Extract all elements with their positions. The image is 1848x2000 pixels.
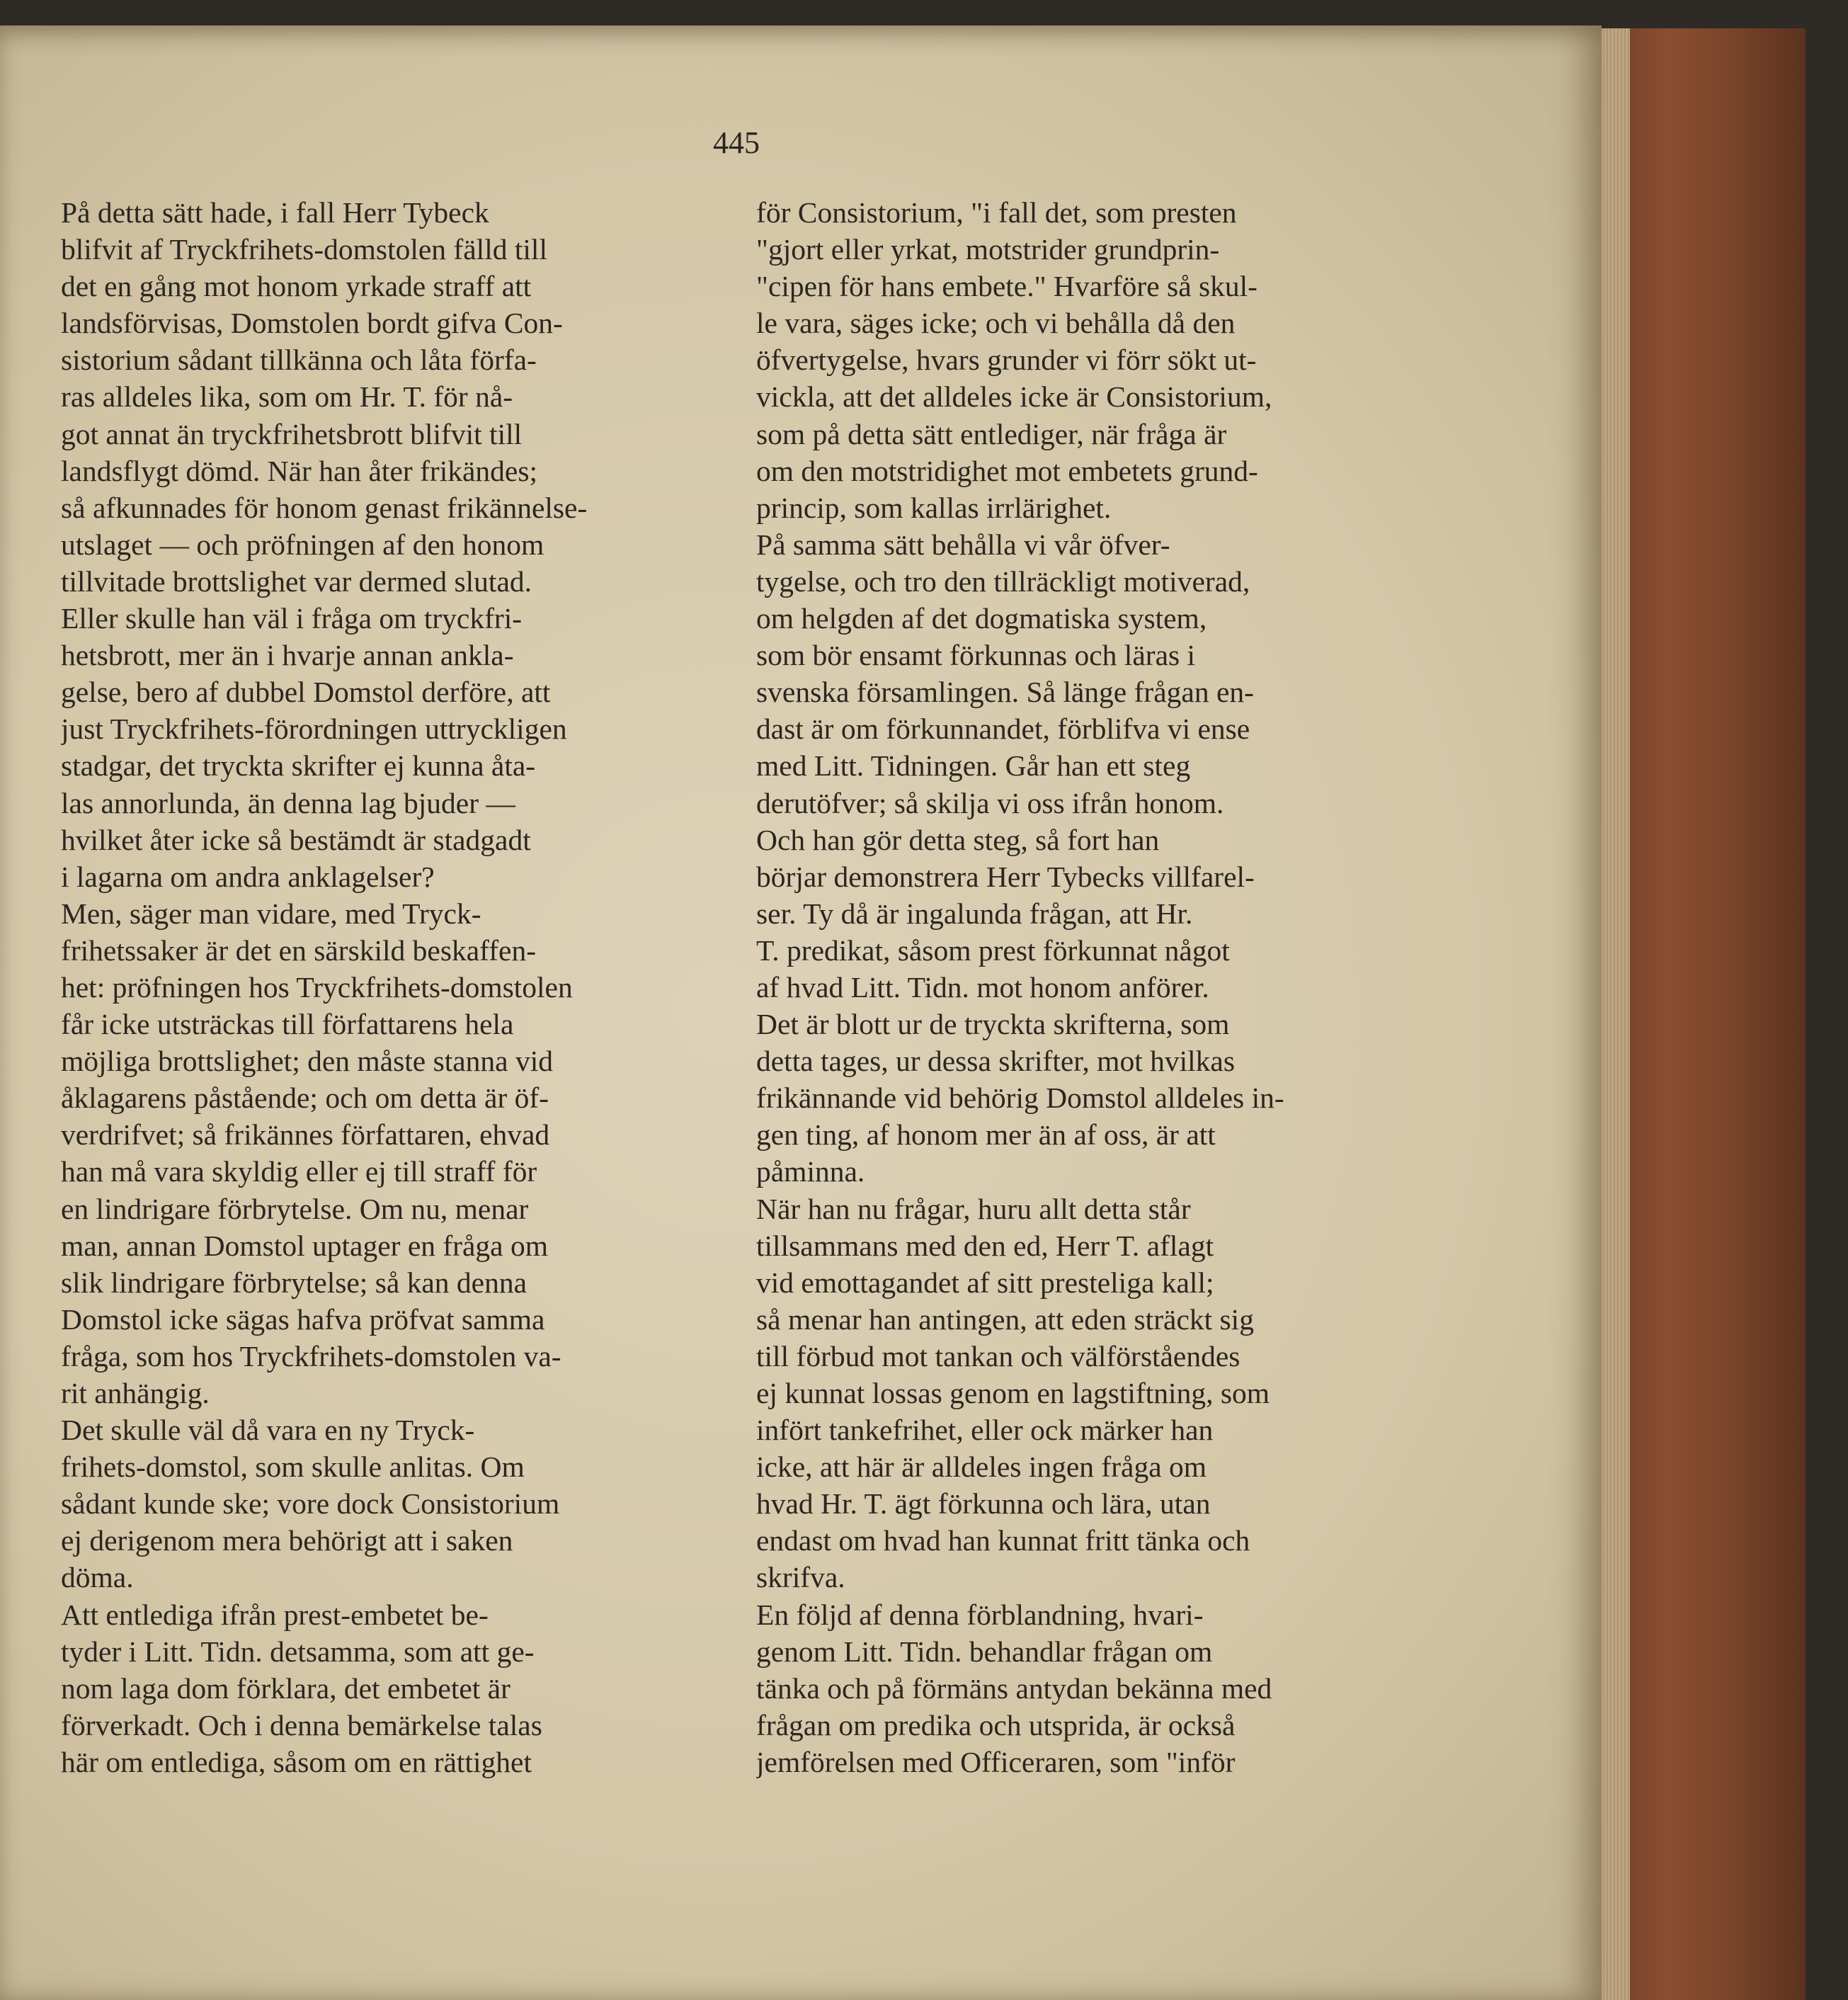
text-line: i lagarna om andra anklagelser?: [61, 860, 435, 893]
text-line: tyder i Litt. Tidn. detsamma, som att ge-: [61, 1635, 535, 1668]
text-line: got annat än tryckfrihetsbrott blifvit till: [61, 417, 523, 450]
text-line: ej kunnat lossas genom en lagstiftning, som: [756, 1377, 1270, 1409]
text-line: af hvad Litt. Tidn. mot honom anförer.: [756, 970, 1209, 1004]
text-line: man, annan Domstol uptager en fråga om: [61, 1229, 548, 1262]
text-line: rit anhängig.: [61, 1377, 210, 1409]
text-line: skrifva.: [756, 1561, 845, 1594]
text-line: tillsammans med den ed, Herr T. aflagt: [756, 1229, 1214, 1262]
text-line: möjliga brottslighet; den måste stanna vid: [61, 1045, 554, 1078]
text-line: endast om hvad han kunnat fritt tänka och: [756, 1524, 1250, 1557]
text-line: till förbud mot tankan och välförståendes: [756, 1339, 1240, 1373]
text-line: just Tryckfrihets-förordningen uttryckligen: [61, 712, 567, 746]
text-line: På detta sätt hade, i fall Herr Tybeck: [61, 196, 489, 229]
text-line: hvilket åter icke så bestämdt är stadgadt: [61, 823, 531, 856]
text-line: döma.: [61, 1561, 134, 1594]
text-line: dast är om förkunnandet, förblifva vi ense: [756, 712, 1250, 746]
text-line: sistorium sådant tillkänna och låta förfa-: [61, 343, 537, 377]
text-line: påminna.: [756, 1155, 865, 1188]
text-line: princip, som kallas irrlärighet.: [756, 491, 1112, 524]
text-line: landsflygt dömd. När han åter frikändes;: [61, 454, 538, 487]
page-number: 445: [713, 125, 760, 160]
text-line: "cipen för hans embete." Hvarföre så skul-: [756, 270, 1257, 303]
text-line: gelse, bero af dubbel Domstol derföre, att: [61, 676, 551, 709]
text-line: tänka och på förmäns antydan bekänna med: [756, 1671, 1272, 1705]
text-line: åklagarens påstående; och om detta är öf-: [61, 1081, 549, 1115]
text-line: När han nu frågar, huru allt detta står: [756, 1192, 1191, 1225]
text-line: het: pröfningen hos Tryckfrihets-domstolen: [61, 970, 573, 1004]
text-line: om den motstridighet mot embetets grund-: [756, 454, 1258, 487]
book-page: [0, 25, 1602, 2000]
text-line: hvad Hr. T. ägt förkunna och lära, utan: [756, 1487, 1211, 1521]
left-text-column: [61, 194, 719, 1780]
text-line: en lindrigare förbrytelse. Om nu, menar: [61, 1192, 529, 1225]
text-line: förverkadt. Och i denna bemärkelse talas: [61, 1708, 542, 1742]
text-line: som på detta sätt entlediger, när fråga är: [756, 417, 1227, 450]
text-line: för Consistorium, "i fall det, som presten: [756, 196, 1237, 229]
text-line: med Litt. Tidningen. Går han ett steg: [756, 749, 1191, 783]
text-line: Och han gör detta steg, så fort han: [756, 823, 1160, 856]
text-line: öfvertygelse, hvars grunder vi förr sökt ut-: [756, 343, 1257, 377]
text-line: tygelse, och tro den tillräckligt motiverad,: [756, 564, 1250, 598]
text-line: jemförelsen med Officeraren, som "inför: [756, 1745, 1236, 1778]
text-line: nom laga dom förklara, det embetet är: [61, 1671, 511, 1705]
text-line: här om entlediga, såsom om en rättighet: [61, 1745, 532, 1778]
text-line: Att entlediga ifrån prest-embetet be-: [61, 1598, 489, 1631]
text-line: vid emottagandet af sitt presteliga kall;: [756, 1266, 1214, 1299]
text-line: las annorlunda, än denna lag bjuder —: [61, 786, 515, 819]
text-line: om helgden af det dogmatiska system,: [756, 602, 1207, 635]
right-text-column: [756, 194, 1425, 1780]
text-line: ej derigenom mera behörigt att i saken: [61, 1524, 513, 1557]
text-line: Men, säger man vidare, med Tryck-: [61, 897, 481, 930]
text-line: frihetssaker är det en särskild beskaffen-: [61, 933, 537, 967]
text-line: blifvit af Tryckfrihets-domstolen fälld till: [61, 233, 547, 266]
text-line: börjar demonstrera Herr Tybecks villfarel-: [756, 860, 1255, 893]
text-line: han må vara skyldig eller ej till straff för: [61, 1155, 537, 1188]
text-line: detta tages, ur dessa skrifter, mot hvilkas: [756, 1045, 1235, 1078]
text-line: le vara, säges icke; och vi behålla då den: [756, 307, 1236, 340]
text-line: gen ting, af honom mer än af oss, är att: [756, 1118, 1216, 1152]
text-line: derutöfver; så skilja vi oss ifrån honom.: [756, 786, 1224, 819]
text-line: så afkunnades för honom genast frikännelse-: [61, 491, 588, 524]
text-line: slik lindrigare förbrytelse; så kan denna: [61, 1266, 527, 1299]
text-line: Domstol icke sägas hafva pröfvat samma: [61, 1302, 545, 1336]
text-line: verdrifvet; så frikännes författaren, ehvad: [61, 1118, 550, 1152]
text-line: icke, att här är alldeles ingen fråga om: [756, 1450, 1207, 1484]
text-line: vickla, att det alldeles icke är Consistorium,: [756, 380, 1272, 414]
text-line: det en gång mot honom yrkade straff att: [61, 270, 532, 303]
text-line: stadgar, det tryckta skrifter ej kunna åta-: [61, 749, 536, 783]
text-line: hetsbrott, mer än i hvarje annan ankla-: [61, 639, 514, 672]
text-line: frågan om predika och utsprida, är också: [756, 1708, 1236, 1742]
text-line: "gjort eller yrkat, motstrider grundprin-: [756, 233, 1220, 266]
text-line: så menar han antingen, att eden sträckt sig: [756, 1302, 1254, 1336]
text-line: En följd af denna förblandning, hvari-: [756, 1598, 1204, 1631]
text-line: fråga, som hos Tryckfrihets-domstolen va-: [61, 1339, 561, 1373]
text-line: infört tankefrihet, eller ock märker han: [756, 1414, 1214, 1447]
text-line: T. predikat, såsom prest förkunnat något: [756, 933, 1230, 967]
text-line: ser. Ty då är ingalunda frågan, att Hr.: [756, 897, 1193, 930]
text-line: På samma sätt behålla vi vår öfver-: [756, 528, 1170, 561]
text-line: utslaget — och pröfningen af den honom: [61, 528, 544, 561]
text-line: sådant kunde ske; vore dock Consistorium: [61, 1487, 560, 1521]
page-stack-edge: [1602, 28, 1630, 2000]
text-line: Det skulle väl då vara en ny Tryck-: [61, 1414, 475, 1447]
text-line: får icke utsträckas till författarens hela: [61, 1008, 514, 1041]
text-line: genom Litt. Tidn. behandlar frågan om: [756, 1635, 1213, 1668]
text-line: Eller skulle han väl i fråga om tryckfri-: [61, 602, 523, 635]
text-line: ras alldeles lika, som om Hr. T. för nå-: [61, 380, 513, 414]
text-line: som bör ensamt förkunnas och läras i: [756, 639, 1196, 672]
text-line: frihets-domstol, som skulle anlitas. Om: [61, 1450, 525, 1484]
text-line: Det är blott ur de tryckta skrifterna, som: [756, 1008, 1230, 1041]
text-line: frikännande vid behörig Domstol alldeles in-: [756, 1081, 1284, 1115]
text-line: tillvitade brottslighet var dermed slutad.: [61, 564, 532, 598]
text-line: landsförvisas, Domstolen bordt gifva Con-: [61, 307, 563, 340]
text-line: svenska församlingen. Så länge frågan en-: [756, 676, 1254, 709]
